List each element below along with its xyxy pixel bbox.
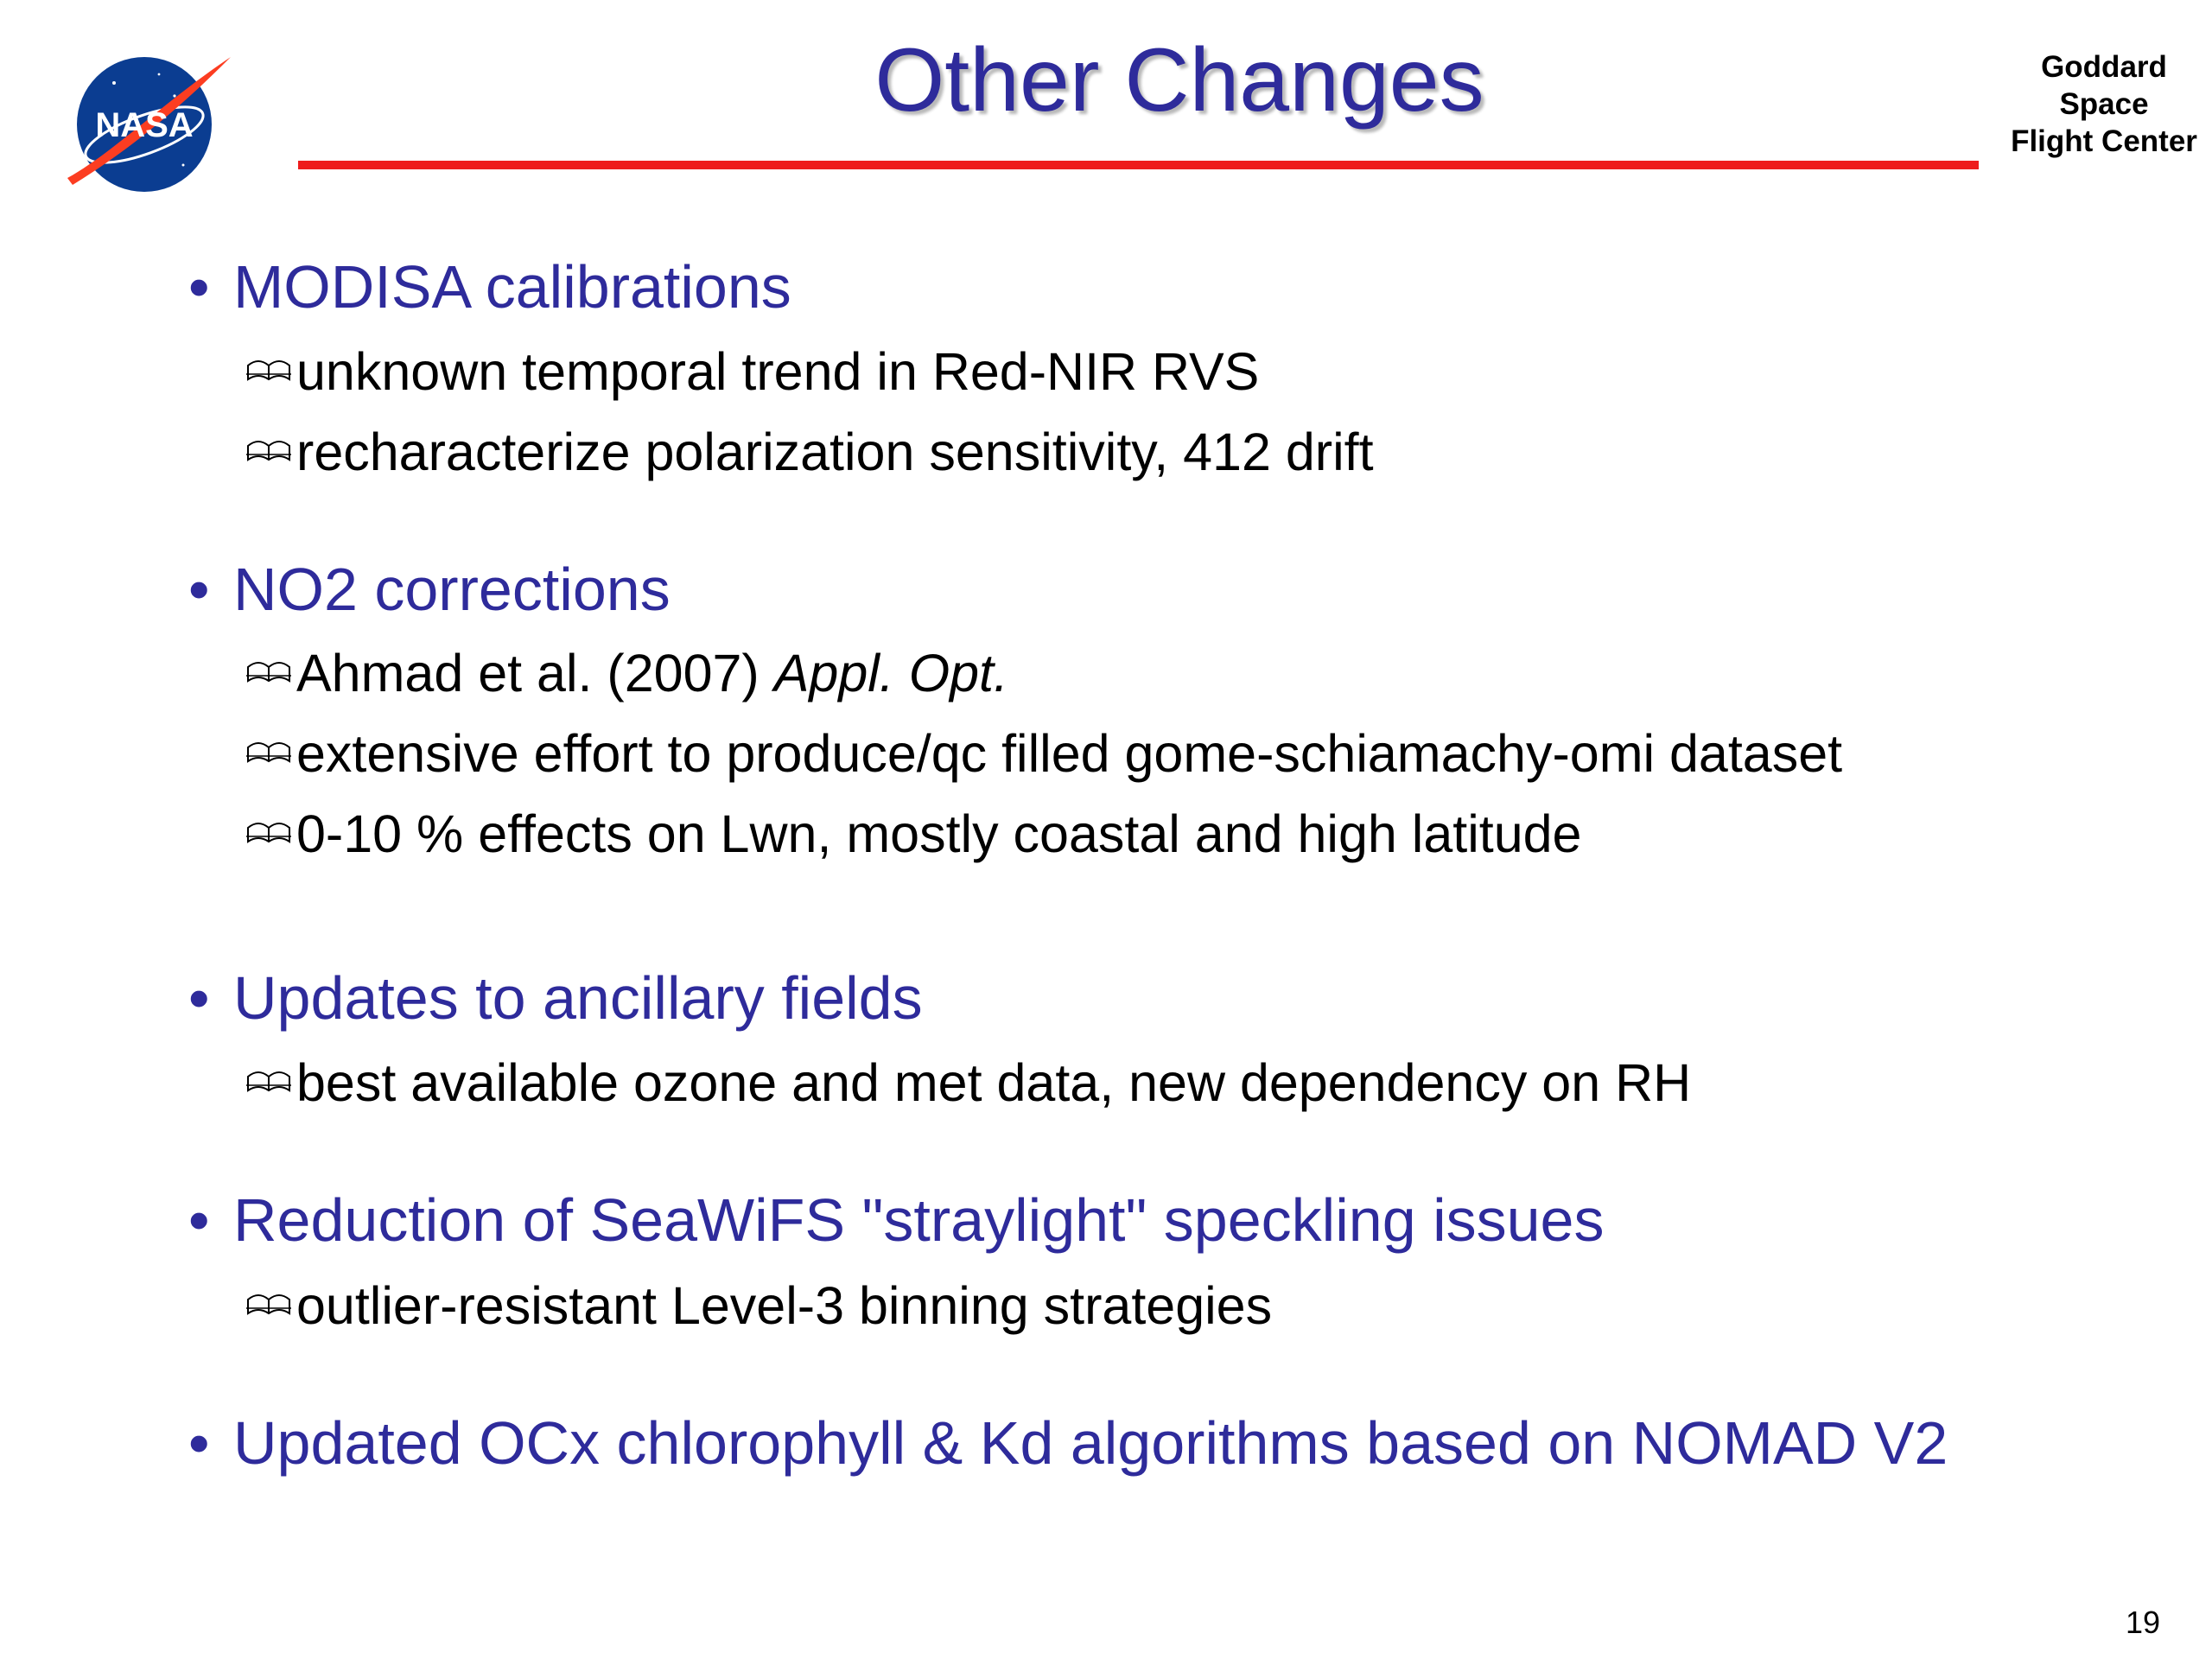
bullet-dot: • (188, 964, 210, 1032)
center-name-line: Goddard (2041, 50, 2167, 84)
sub-bullet-text: unknown temporal trend in Red-NIR RVS (296, 342, 1260, 401)
open-book-icon (245, 353, 296, 388)
sub-bullet-text: outlier-resistant Level-3 binning strategies (296, 1276, 1273, 1335)
bullet-dot: • (188, 556, 210, 623)
sub-bullet-item (245, 420, 1374, 484)
bullet-dot: • (188, 253, 210, 321)
open-book-icon (245, 1065, 296, 1099)
sub-bullet-text: Ahmad et al. (2007) (296, 644, 774, 702)
sub-bullet-text: best available ozone and met data, new dependency on RH (296, 1053, 1692, 1112)
center-name-line: Space (2059, 87, 2149, 121)
bullet-text: Updates to ancillary fields (233, 964, 923, 1032)
sub-bullet-text: extensive effort to produce/qc filled gome-schiamachy-omi dataset (296, 724, 1843, 783)
bullet-item (188, 1184, 1604, 1256)
bullet-text: MODISA calibrations (233, 253, 791, 321)
sub-bullet-item (245, 641, 1008, 705)
slide-title: Other Changes (874, 30, 1484, 130)
bullet-dot: • (188, 1186, 210, 1254)
bullet-text: Reduction of SeaWiFS "straylight" speckling issues (233, 1186, 1605, 1254)
sub-bullet-item (245, 721, 1842, 785)
bullet-text: Updated OCx chlorophyll & Kd algorithms based on NOMAD V2 (233, 1409, 1948, 1477)
sub-bullet-item (245, 1274, 1272, 1338)
sub-bullet-text: 0-10 % effects on Lwn, mostly coastal and high latitude (296, 804, 1582, 863)
open-book-icon (245, 816, 296, 850)
sub-bullet-item (245, 340, 1259, 404)
open-book-icon (245, 434, 296, 468)
open-book-icon (245, 735, 296, 770)
journal-name: Appl. Opt. (773, 644, 1008, 702)
bullet-item (188, 553, 671, 626)
open-book-icon (245, 1287, 296, 1322)
bullet-item (188, 1407, 1948, 1479)
sub-bullet-text: recharacterize polarization sensitivity, 412 drift (296, 423, 1374, 481)
bullet-dot: • (188, 1409, 210, 1477)
bullet-text: NO2 corrections (233, 556, 671, 623)
bullet-item (188, 251, 791, 323)
center-name-line: Flight Center (2011, 124, 2197, 158)
sub-bullet-item (245, 802, 1581, 866)
page-number: 19 (2125, 1605, 2160, 1640)
open-book-icon (245, 655, 296, 690)
svg-text:NASA: NASA (95, 106, 194, 144)
sub-bullet-item (245, 1051, 1691, 1115)
bullet-item (188, 962, 923, 1034)
